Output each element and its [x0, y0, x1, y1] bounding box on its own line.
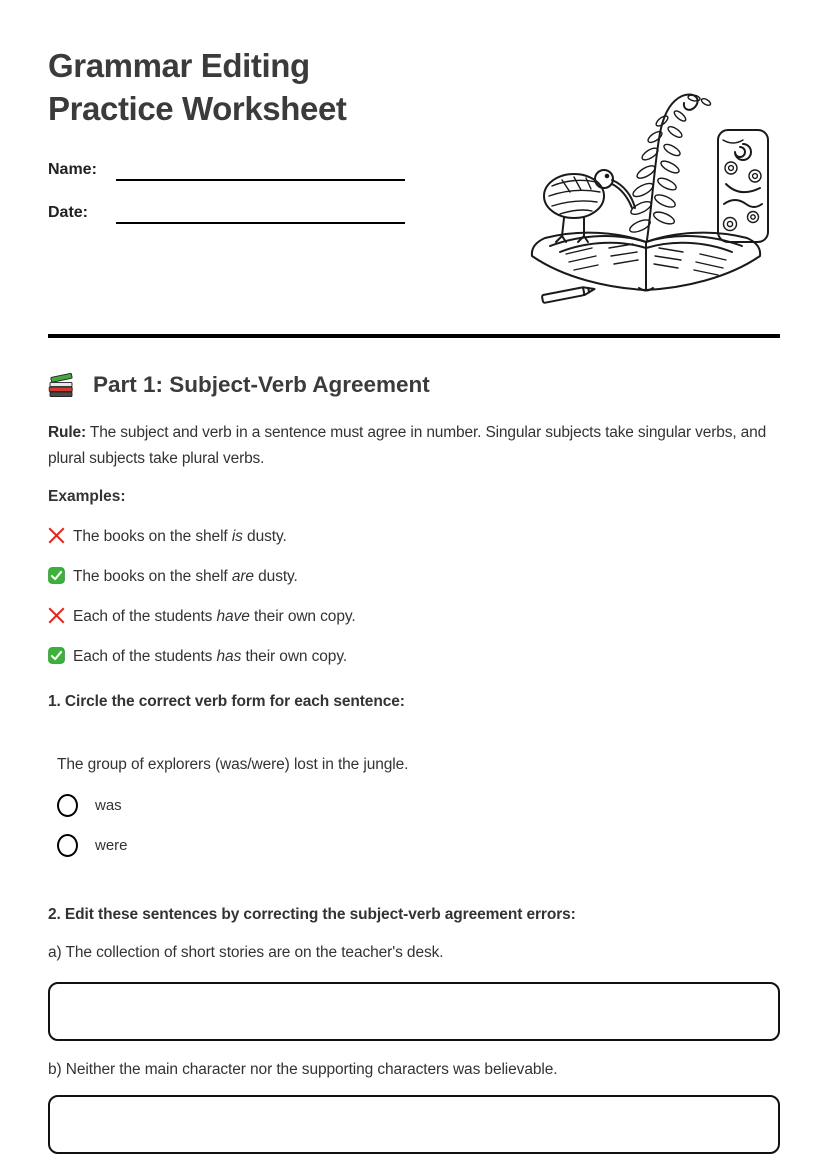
examples-label: Examples:: [48, 488, 126, 505]
title-line-1: Grammar Editing: [48, 47, 310, 84]
rule-text: The subject and verb in a sentence must agree in number. Singular subjects take singular verbs, and plural subjects take plural verbs.: [48, 424, 767, 467]
section-divider: [48, 334, 780, 338]
example-row-correct-2: [48, 647, 780, 666]
books-stack-icon: [48, 372, 75, 398]
example-text-post: dusty.: [253, 568, 298, 585]
check-mark-icon: [48, 567, 65, 584]
cross-mark-icon: [48, 607, 65, 624]
check-mark-icon: [48, 647, 65, 664]
example-text-pre: Each of the students: [73, 608, 217, 625]
date-label: Date:: [48, 204, 89, 221]
answer-box-a[interactable]: [48, 982, 780, 1041]
example-text-post: their own copy.: [249, 608, 356, 625]
part1-heading: [48, 370, 780, 400]
question2-prompt: 2. Edit these sentences by correcting the subject-verb agreement errors:: [48, 906, 576, 923]
example-row-correct-1: [48, 567, 780, 586]
date-field-row: [48, 201, 405, 224]
example-row-incorrect-1: [48, 527, 780, 546]
example-verb: have: [216, 608, 250, 625]
example-text-pre: Each of the students: [73, 648, 217, 665]
example-verb: has: [216, 648, 242, 665]
radio-button-were[interactable]: [57, 834, 78, 857]
date-input-line[interactable]: [116, 201, 405, 224]
example-text-pre: The books on the shelf: [73, 528, 232, 545]
name-input-line[interactable]: [116, 158, 405, 181]
radio-label-were: were: [95, 837, 128, 854]
rule-paragraph: [48, 420, 780, 471]
answer-box-b[interactable]: [48, 1095, 780, 1154]
example-text-post: their own copy.: [241, 648, 348, 665]
example-row-incorrect-2: [48, 607, 780, 626]
part1-heading-text: Part 1: Subject-Verb Agreement: [93, 372, 430, 397]
example-text-post: dusty.: [242, 528, 287, 545]
example-verb: are: [231, 568, 254, 585]
question2-sentence-a: a) The collection of short stories are on the teacher's desk.: [48, 944, 444, 961]
radio-button-was[interactable]: [57, 794, 78, 817]
question2-sentence-b: b) Neither the main character nor the supporting characters was believable.: [48, 1061, 558, 1078]
radio-option-was: [57, 794, 780, 817]
name-field-row: [48, 158, 405, 181]
rule-label: Rule:: [48, 424, 87, 441]
question1-sentence: The group of explorers (was/were) lost in the jungle.: [57, 756, 409, 773]
cross-mark-icon: [48, 527, 65, 544]
radio-option-were: [57, 834, 780, 857]
example-text-pre: The books on the shelf: [73, 568, 232, 585]
radio-label-was: was: [95, 797, 122, 814]
title-line-2: Practice Worksheet: [48, 90, 347, 127]
kiwi-fern-carving-books-illustration: [514, 84, 778, 310]
question1-prompt: 1. Circle the correct verb form for each sentence:: [48, 693, 405, 710]
example-verb: is: [231, 528, 243, 545]
name-label: Name:: [48, 161, 97, 178]
